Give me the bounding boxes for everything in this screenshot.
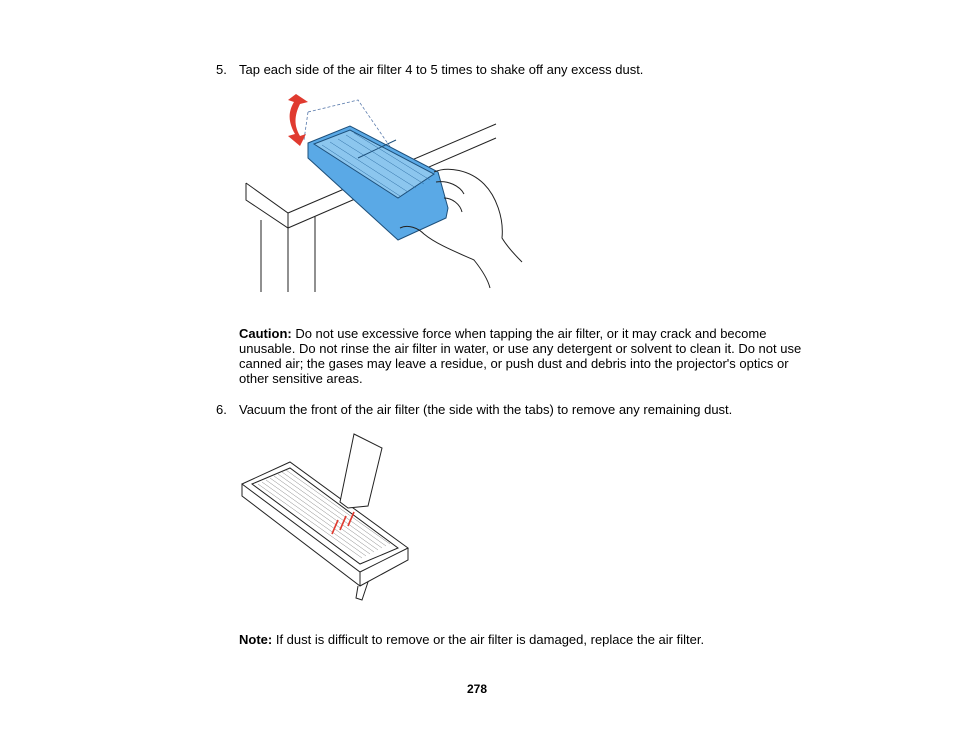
- air-filter-drawing: [308, 126, 448, 240]
- note-block: [239, 632, 809, 647]
- step-number: 5.: [216, 62, 227, 77]
- caution-text: Do not use excessive force when tapping the air filter, or it may crack and become unusable. Do not rinse the air filter in water, or use any detergent or solvent to clean it. Do not use canned air; the gases may leave a residue, or push dust and debris into the projector's optics or other sensitive areas.: [239, 326, 802, 386]
- step-text: Tap each side of the air filter 4 to 5 times to shake off any excess dust.: [239, 62, 644, 77]
- caution-block: [239, 326, 809, 386]
- note-text: If dust is difficult to remove or the air filter is damaged, replace the air filter.: [272, 632, 705, 647]
- tap-filter-illustration: [238, 88, 528, 294]
- filter-tray-drawing: [242, 462, 408, 600]
- step-5: [216, 62, 643, 77]
- caution-label: Caution:: [239, 326, 292, 341]
- page-number: 278: [466, 682, 488, 696]
- note-label: Note:: [239, 632, 273, 647]
- step-number: 6.: [216, 402, 227, 417]
- step-6: [216, 402, 732, 417]
- vacuum-nozzle-drawing: [340, 434, 382, 508]
- vacuum-filter-illustration: [238, 430, 414, 604]
- tap-arrow-icon: [288, 94, 308, 146]
- step-text: Vacuum the front of the air filter (the side with the tabs) to remove any remaining dust.: [239, 402, 733, 417]
